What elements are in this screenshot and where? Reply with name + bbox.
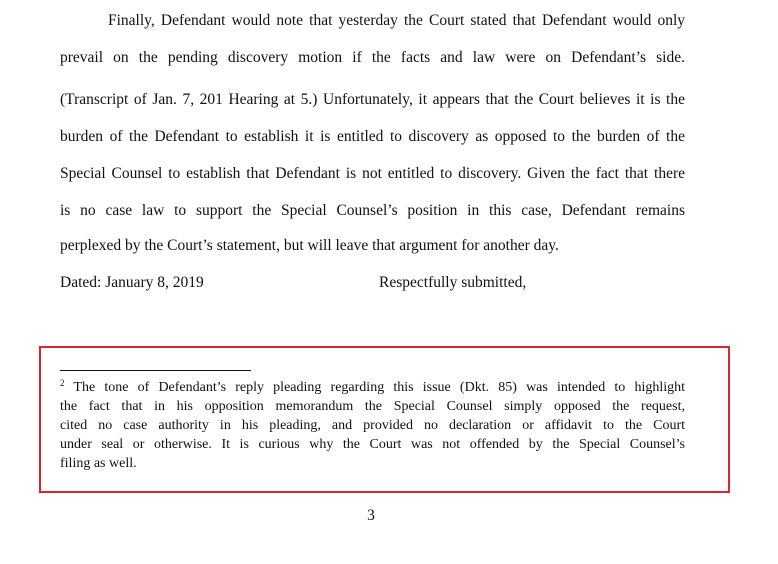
footnote-line: cited no case authority in his pleading, and provided no declaration or affidavit to the Court (60, 418, 685, 433)
closing-line: Respectfully submitted, (379, 274, 527, 291)
footnote-line: the fact that in his opposition memorandum the Special Counsel simply opposed the request, (60, 399, 685, 414)
body-line: is no case law to support the Special Counsel’s position in this case, Defendant remains (60, 202, 685, 219)
footnote-line-text: The tone of Defendant’s reply pleading regarding this issue (Dkt. 85) was intended to highlight (64, 380, 685, 395)
body-line: perplexed by the Court’s statement, but will leave that argument for another day. (60, 237, 559, 254)
footnote-line: under seal or otherwise. It is curious why the Court was not offended by the Special Counsel’s (60, 437, 685, 452)
footnote-line (60, 378, 685, 397)
body-line: (Transcript of Jan. 7, 201 Hearing at 5.) Unfortunately, it appears that the Court believes it is the (60, 91, 685, 108)
body-line: Finally, Defendant would note that yesterday the Court stated that Defendant would only (108, 12, 685, 29)
footnote-divider (60, 370, 251, 371)
body-line: Special Counsel to establish that Defendant is not entitled to discovery. Given the fact that there (60, 165, 685, 182)
page-number: 3 (367, 507, 375, 524)
footnote-marker: 2 (60, 378, 65, 388)
body-line: prevail on the pending discovery motion if the facts and law were on Defendant’s side. (60, 49, 685, 66)
dated-line: Dated: January 8, 2019 (60, 274, 204, 291)
body-line: burden of the Defendant to establish it is entitled to discovery as opposed to the burden of the (60, 128, 685, 145)
footnote-line: filing as well. (60, 456, 137, 471)
